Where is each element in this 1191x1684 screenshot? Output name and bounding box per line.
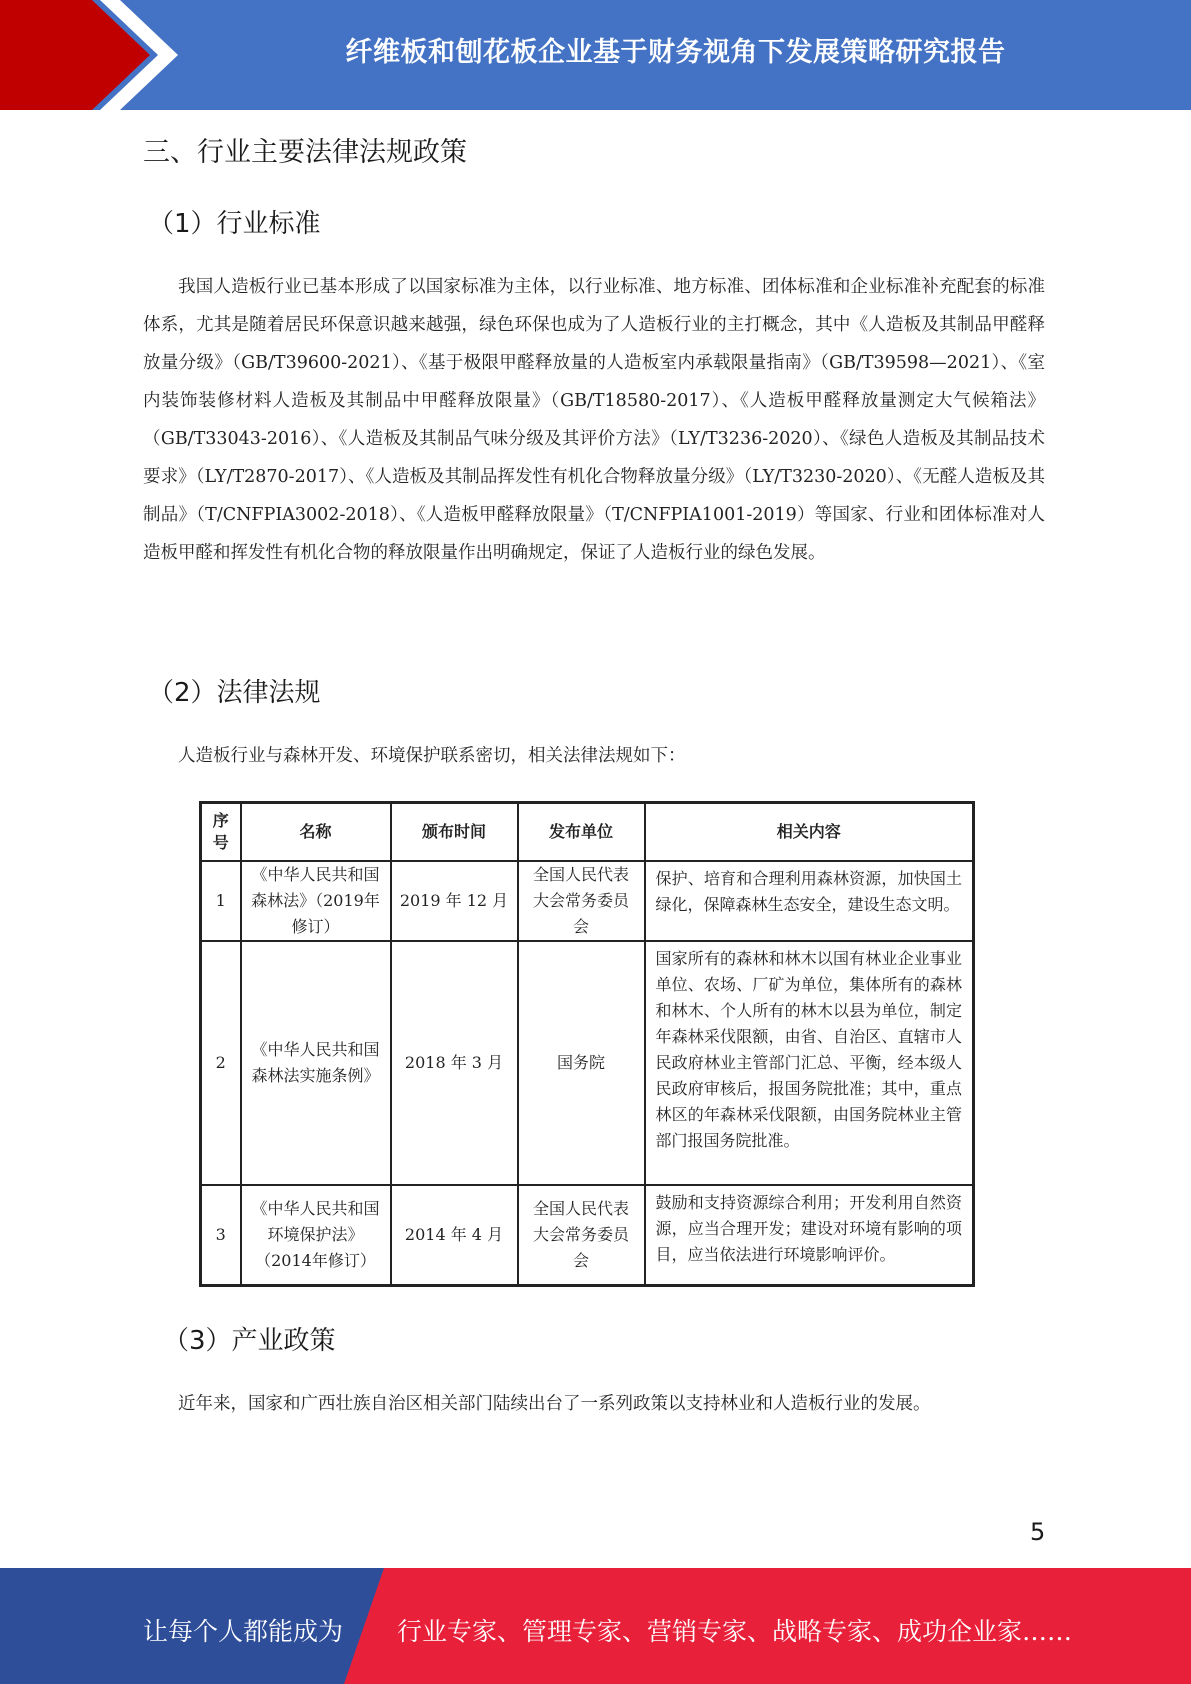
table-header-cell: 发布单位 [518, 803, 645, 862]
table-cell-content: 保护、培育和合理利用森林资源，加快国土绿化，保障森林生态安全，建设生态文明。 [645, 861, 974, 941]
section-title: 三、行业主要法律法规政策 [143, 137, 467, 168]
table-cell-issuer: 全国人民代表大会常务委员会 [518, 1185, 645, 1285]
table-cell-issuer: 国务院 [518, 941, 645, 1185]
page-number: 5 [1030, 1518, 1046, 1546]
table-header-cell: 序号 [201, 803, 241, 862]
footer-slogan-right: 行业专家、管理专家、营销专家、战略专家、成功企业家…… [397, 1617, 1073, 1646]
table-header-cell: 相关内容 [645, 803, 974, 862]
table-cell-name: 《中华人民共和国森林法实施条例》 [241, 941, 391, 1185]
table-row [201, 1185, 974, 1285]
table-cell-date: 2014 年 4 月 [391, 1185, 518, 1285]
subsection-title-standards: （1）行业标准 [148, 209, 321, 239]
subsection-title-policy: （3）产业政策 [163, 1326, 336, 1356]
table-cell-name: 《中华人民共和国环境保护法》（2014年修订） [241, 1185, 391, 1285]
standards-paragraph: 我国人造板行业已基本形成了以国家标准为主体，以行业标准、地方标准、团体标准和企业标准补充配套的标准体系，尤其是随着居民环保意识越来越强，绿色环保也成为了人造板行业的主打概念，其中《人造板及其制品甲醛释放量分级》（GB/T39600-2021）、《基于极限甲醛释放量的人造板室内承载限量指南》（GB/T39598—2021）、《室内装饰装修材料人造板及其制品中甲醛释放限量》（GB/T18580-2017）、《人造板甲醛释放量测定大气候箱法》（GB/T33043-2016）、《人造板及其制品气味分级及其评价方法》（LY/T3236-2020）、《绿色人造板及其制品技术要求》（LY/T2870-2017）、《人造板及其制品挥发性有机化合物释放量分级》（LY/T3230-2020）、《无醛人造板及其制品》（T/CNFPIA3002-2018）、《人造板甲醛释放限量》（T/CNFPIA1001-2019）等国家、行业和团体标准对人造板甲醛和挥发性有机化合物的释放限量作出明确规定，保证了人造板行业的绿色发展。 [143, 277, 1045, 563]
laws-table-wrap [199, 801, 972, 1287]
laws-table [199, 801, 975, 1287]
table-cell-index: 3 [201, 1185, 241, 1285]
table-header-cell: 名称 [241, 803, 391, 862]
table-cell-index: 2 [201, 941, 241, 1185]
table-cell-date: 2018 年 3 月 [391, 941, 518, 1185]
laws-intro: 人造板行业与森林开发、环境保护联系密切，相关法律法规如下： [178, 746, 686, 766]
page-header [0, 0, 1191, 110]
table-cell-index: 1 [201, 861, 241, 941]
table-header-row [201, 803, 974, 862]
table-cell-content: 国家所有的森林和林木以国有林业企业事业单位、农场、厂矿为单位，集体所有的森林和林木、个人所有的林木以县为单位，制定年森林采伐限额，由省、自治区、直辖市人民政府林业主管部门汇总、平衡，经本级人民政府审核后，报国务院批准；其中，重点林区的年森林采伐限额，由国务院林业主管部门报国务院批准。 [645, 941, 974, 1185]
table-row [201, 941, 974, 1185]
table-cell-content: 鼓励和支持资源综合利用；开发利用自然资源，应当合理开发；建设对环境有影响的项目，应当依法进行环境影响评价。 [645, 1185, 974, 1285]
table-header-cell: 颁布时间 [391, 803, 518, 862]
header-title: 纤维板和刨花板企业基于财务视角下发展策略研究报告 [345, 37, 1006, 68]
table-cell-issuer: 全国人民代表大会常务委员会 [518, 861, 645, 941]
page-footer [0, 1568, 1191, 1684]
table-cell-date: 2019 年 12 月 [391, 861, 518, 941]
table-cell-name: 《中华人民共和国森林法》（2019年修订） [241, 861, 391, 941]
subsection-title-laws: （2）法律法规 [148, 678, 321, 708]
policy-paragraph: 近年来，国家和广西壮族自治区相关部门陆续出台了一系列政策以支持林业和人造板行业的发展。 [178, 1394, 931, 1414]
table-row [201, 861, 974, 941]
footer-slogan-left: 让每个人都能成为 [143, 1617, 344, 1646]
